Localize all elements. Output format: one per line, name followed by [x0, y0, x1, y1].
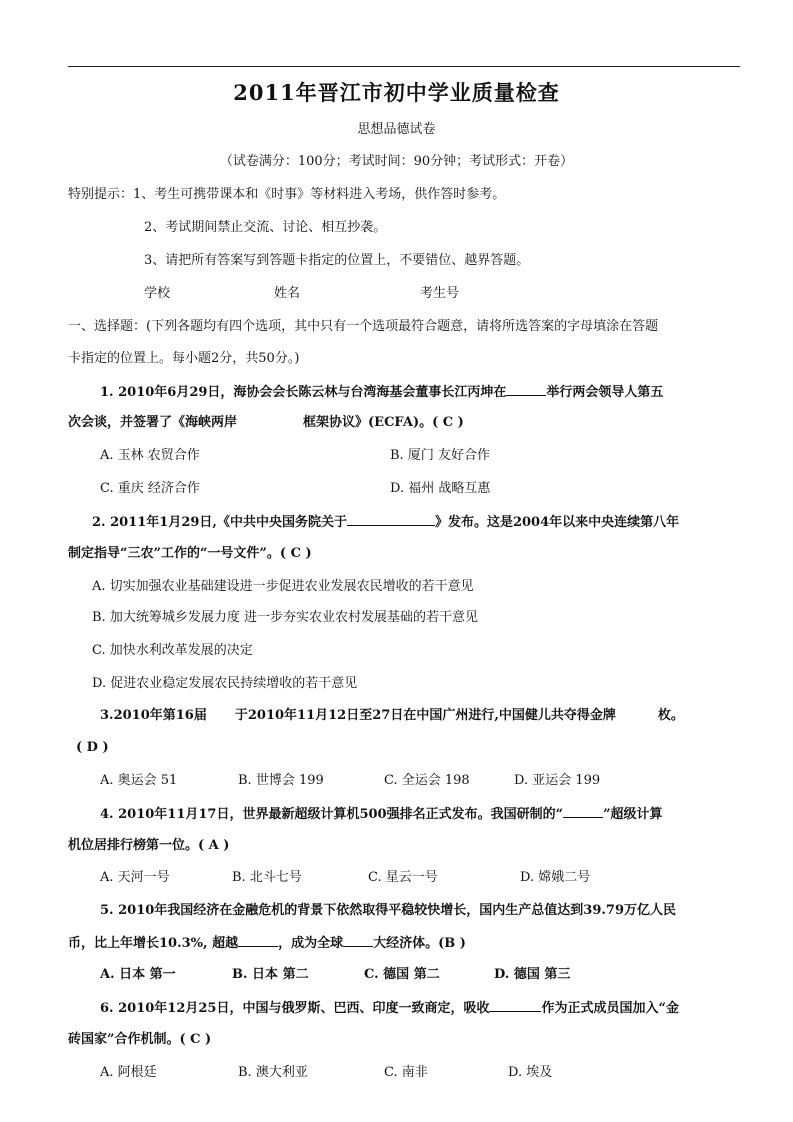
option-d: D. 亚运会 199	[514, 773, 601, 788]
page-title: 2011年晋江市初中学业质量检查	[233, 80, 560, 105]
answer-blank	[343, 934, 373, 947]
question-5-cont	[68, 934, 466, 953]
question-3-cont: ( D )	[76, 740, 109, 755]
section-intro: 卡指定的位置上。每小题2分，共50分。)	[68, 351, 300, 366]
notice-line-1	[68, 186, 505, 204]
top-divider	[68, 66, 740, 67]
question-text: 币，比上年增长10.3%, 超越	[68, 936, 239, 951]
question-6	[100, 999, 679, 1018]
option-b: B. 日本 第二	[232, 967, 309, 982]
answer-blank	[563, 805, 603, 818]
section-intro: 一、选择题：(下列各题均有四个选项，其中只有一个选项最符合题意，请将所选答案的字母填涂在答题	[68, 319, 659, 334]
school-label: 学校	[144, 286, 171, 301]
question-text: 3.2010年第16届	[100, 708, 207, 723]
question-4	[100, 805, 663, 824]
option-a: A. 日本 第一	[100, 967, 176, 982]
notice-item: 2、考试期间禁止交流、讨论、相互抄袭。	[144, 220, 387, 235]
answer-blank	[506, 383, 546, 396]
subtitle: 思想品德试卷	[357, 122, 436, 137]
question-1	[100, 383, 663, 402]
question-text: 2. 2011年1月29日,《中共中央国务院关于	[92, 515, 347, 530]
option-d: D. 嫦娥二号	[520, 870, 591, 885]
option-c: C. 重庆 经济合作	[100, 481, 200, 496]
question-text: 1. 2010年6月29日，海协会会长陈云林与台湾海基会董事长江丙坤在	[100, 385, 507, 400]
question-2-cont: 制定指导“三农”工作的“一号文件”。( C )	[68, 546, 312, 561]
question-5: 5. 2010年我国经济在金融危机的背景下依然取得平稳较快增长，国内生产总值达到39.79万亿人民	[100, 903, 676, 918]
question-1-cont	[68, 414, 464, 432]
option-b: B. 澳大利亚	[238, 1065, 308, 1080]
question-text: 作为正式成员国加入“金	[541, 1001, 679, 1016]
question-text: ，成为全球	[278, 936, 344, 951]
option-c: C. 南非	[384, 1065, 428, 1080]
option-a: A. 奥运会 51	[100, 773, 178, 788]
option-c: C. 星云一号	[368, 870, 438, 885]
question-3	[100, 707, 684, 725]
option-d: D. 促进农业稳定发展农民持续增收的若干意见	[92, 676, 358, 691]
question-text: 举行两会领导人第五	[546, 385, 664, 400]
answer-blank	[347, 513, 435, 526]
option-c: C. 德国 第二	[364, 967, 440, 982]
notice-label: 特别提示：	[68, 187, 134, 202]
option-b: B. 厦门 友好合作	[390, 448, 490, 463]
question-text: 4. 2010年11月17日，世界最新超级计算机500强排名正式发布。我国研制的“	[100, 807, 564, 822]
option-a: A. 天河一号	[100, 870, 170, 885]
exam-info: （试卷满分：100分；考试时间：90分钟；考试形式：开卷）	[219, 154, 574, 169]
question-text: 大经济体。(B )	[373, 936, 466, 951]
answer-blank	[489, 999, 541, 1012]
option-b: B. 加大统筹城乡发展力度 进一步夯实农业农村发展基础的若干意见	[92, 610, 478, 625]
question-2	[92, 513, 679, 532]
notice-item: 3、请把所有答案写到答题卡指定的位置上，不要错位、越界答题。	[144, 253, 530, 268]
notice-item: 1、考生可携带课本和《时事》等材料进入考场，供作答时参考。	[133, 187, 506, 202]
option-d: D. 埃及	[508, 1065, 553, 1080]
option-b: B. 世博会 199	[238, 773, 324, 788]
name-label: 姓名	[274, 286, 301, 301]
answer-blank	[238, 934, 278, 947]
question-text: 枚。	[657, 708, 684, 723]
question-text: ”超级计算	[603, 807, 663, 822]
question-text: 次会谈，并签署了《海峡两岸	[68, 415, 238, 430]
option-c: C. 加快水利改革发展的决定	[92, 643, 253, 658]
exam-number-label: 考生号	[420, 286, 460, 301]
option-d: D. 德国 第三	[494, 967, 571, 982]
option-a: A. 玉林 农贸合作	[100, 448, 200, 463]
option-c: C. 全运会 198	[384, 773, 470, 788]
question-6-cont: 砖国家”合作机制。( C )	[68, 1032, 212, 1047]
question-text: 》发布。这是2004年以来中央连续第八年	[434, 515, 680, 530]
question-text: 框架协议》(ECFA)。( C )	[303, 415, 464, 430]
option-a: A. 阿根廷	[100, 1065, 157, 1080]
option-a: A. 切实加强农业基础建设进一步促进农业发展农民增收的若干意见	[92, 579, 474, 594]
option-b: B. 北斗七号	[232, 870, 302, 885]
question-4-cont: 机位居排行榜第一位。( A )	[68, 838, 230, 853]
option-d: D. 福州 战略互惠	[390, 481, 491, 496]
question-text: 6. 2010年12月25日，中国与俄罗斯、巴西、印度一致商定，吸收	[100, 1001, 490, 1016]
question-text: 于2010年11月12日至27日在中国广州进行,中国健儿共夺得金牌	[234, 708, 616, 723]
